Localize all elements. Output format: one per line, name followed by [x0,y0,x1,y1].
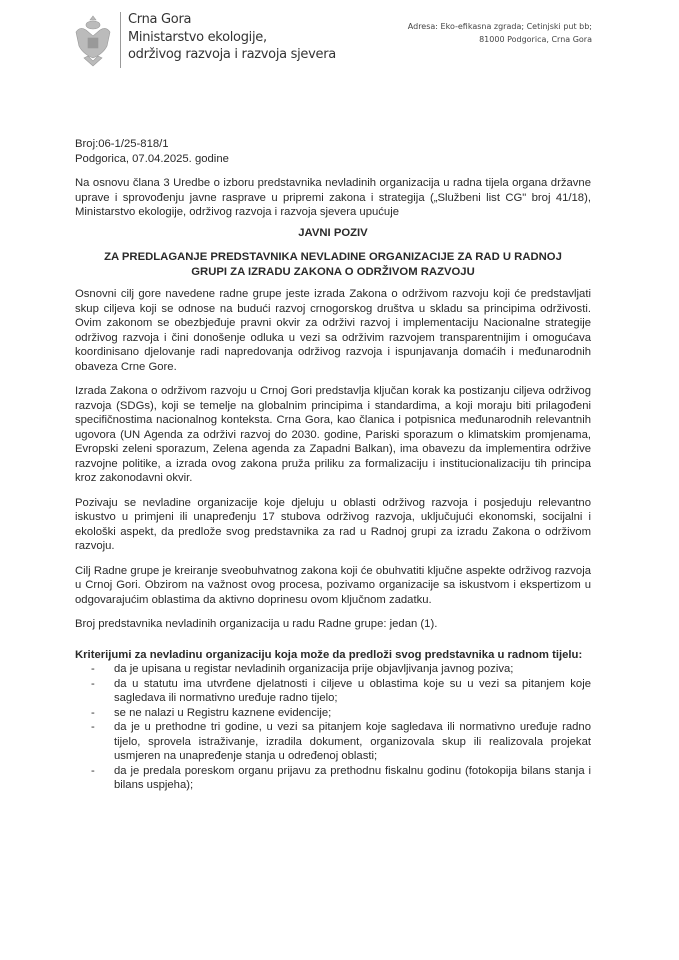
address [348,20,592,46]
paragraph: Pozivaju se nevladine organizacije koje djeluju u oblasti održivog razvoja i posjeduju relevantno iskustvo u primjeni ili unapređenju 17 stubova održivog razvoja, uključujući ekonomski, socijalni i ekološki aspekt, da predlože svog predstavnika za rad u Radnoj grupi za izradu Zakona o održivom razvoju. [75,496,591,552]
criteria-item: - da je predala poreskom organu prijavu za prethodnu fiskalnu godinu (fotokopija bilans stanja i bilans uspjeha); [75,764,591,793]
criteria-item: - da je upisana u registar nevladinih organizacija prije objavljivanja javnog poziva; [75,662,591,677]
org-line: održivog razvoja i razvoja sjevera [128,47,336,62]
coat-of-arms-icon [72,14,114,70]
document-number: Broj:06-1/25-818/1 [75,138,169,150]
letter-body [75,137,591,793]
paragraph: Broj predstavnika nevladinih organizacija u radu Radne grupe: jedan (1). [75,618,438,630]
ministry-name [128,11,336,64]
header-divider [120,12,121,68]
criteria-list [75,662,591,793]
intro-paragraph: Na osnovu člana 3 Uredbe o izboru predstavnika nevladinih organizacija u radna tijela organa državne uprave i sprovođenju javne rasprave u pripremi zakona i strategija („Službeni list CG" broj 41/18), Ministarstvo ekologije, održivog razvoja i razvoja sjevera upućuje [75,177,591,218]
org-line: Ministarstvo ekologije, [128,29,267,45]
document-subtitle: ZA PREDLAGANJE PREDSTAVNIKA NEVLADINE ORGANIZACIJE ZA RAD U RADNOJ GRUPI ZA IZRADU ZAKONA O ODRŽIVOM RAZVOJU [104,251,562,278]
criteria-item: - se ne nalazi u Registru kaznene evidencije; [75,706,591,721]
letterhead [0,0,679,72]
org-line: Crna Gora [128,12,192,27]
paragraph: Cilj Radne grupe je kreiranje sveobuhvatnog zakona koji će obuhvatiti ključne aspekte održivog razvoja u Crnoj Gori. Obzirom na važnost ovog procesa, pozivamo organizacije sa iskustvom i ekspertizom u odgovarajućim oblastima da aktivno doprinesu ovom ključnom zadatku. [75,564,591,606]
document-title: JAVNI POZIV [298,226,368,239]
criteria-heading: Kriterijumi za nevladinu organizaciju koja može da predloži svog predstavnika u radnom tijelu: [75,648,583,661]
criteria-item: - da u statutu ima utvrđene djelatnosti i ciljeve u oblastima koje su u vezi sa pitanjem koje sagledava ili normativno uređuje radno tijelo; [75,677,591,706]
paragraph: Osnovni cilj gore navedene radne grupe jeste izrada Zakona o održivom razvoju koji će predstavljati skup ciljeva koji se odnose na budući razvoj crnogorskog društva u skladu sa principima održivosti. Ovim zakonom se obezbjeđuje pravni okvir za održivi razvoj i implementaciju Nacionalne strategije održivog razvoja i čini donošenje odluka u vezi sa održivim razvojem transparentnijim i omogućava koordinisano djelovanje radi napredovanja održivog razvoja i ispunjavanja domaćih i međunarodnih obaveza Crne Gore. [75,288,591,373]
address-line: 81000 Podgorica, Crna Gora [479,35,592,44]
paragraph: Izrada Zakona o održivom razvoju u Crnoj Gori predstavlja ključan korak ka postizanju ciljeva održivog razvoja (SDGs), koji se temelje na globalnim principima i standardima, a koji moraju biti prilagođeni specifičnostima nacionalnog konteksta. Crna Gora, kao članica i potpisnica međunarodnih relevantnih ugovora (UN Agenda za održivi razvoj do 2030. godine, Pariski sporazum o klimatskim promjenama, Evropski zeleni sporazum, Zelena agenda za Zapadni Balkan), ima obavezu da implementira održive razvojne politike, a izrada ovog zakona pruža priliku za formalizaciju i institucionalizaciju tih principa kroz zakonodavni okvir. [75,385,591,484]
address-line: Adresa: Eko-efikasna zgrada; Cetinjski put bb; [407,22,592,31]
place-date: Podgorica, 07.04.2025. godine [75,152,229,165]
criteria-item: - da je u prethodne tri godine, u vezi sa pitanjem koje sagledava ili normativno uređuje radno tijelo, sprovela istraživanje, izradila dokument, organizovala skup ili realizovala projekat usmjeren na unapređenje stanja u određenoj oblasti; [75,720,591,764]
